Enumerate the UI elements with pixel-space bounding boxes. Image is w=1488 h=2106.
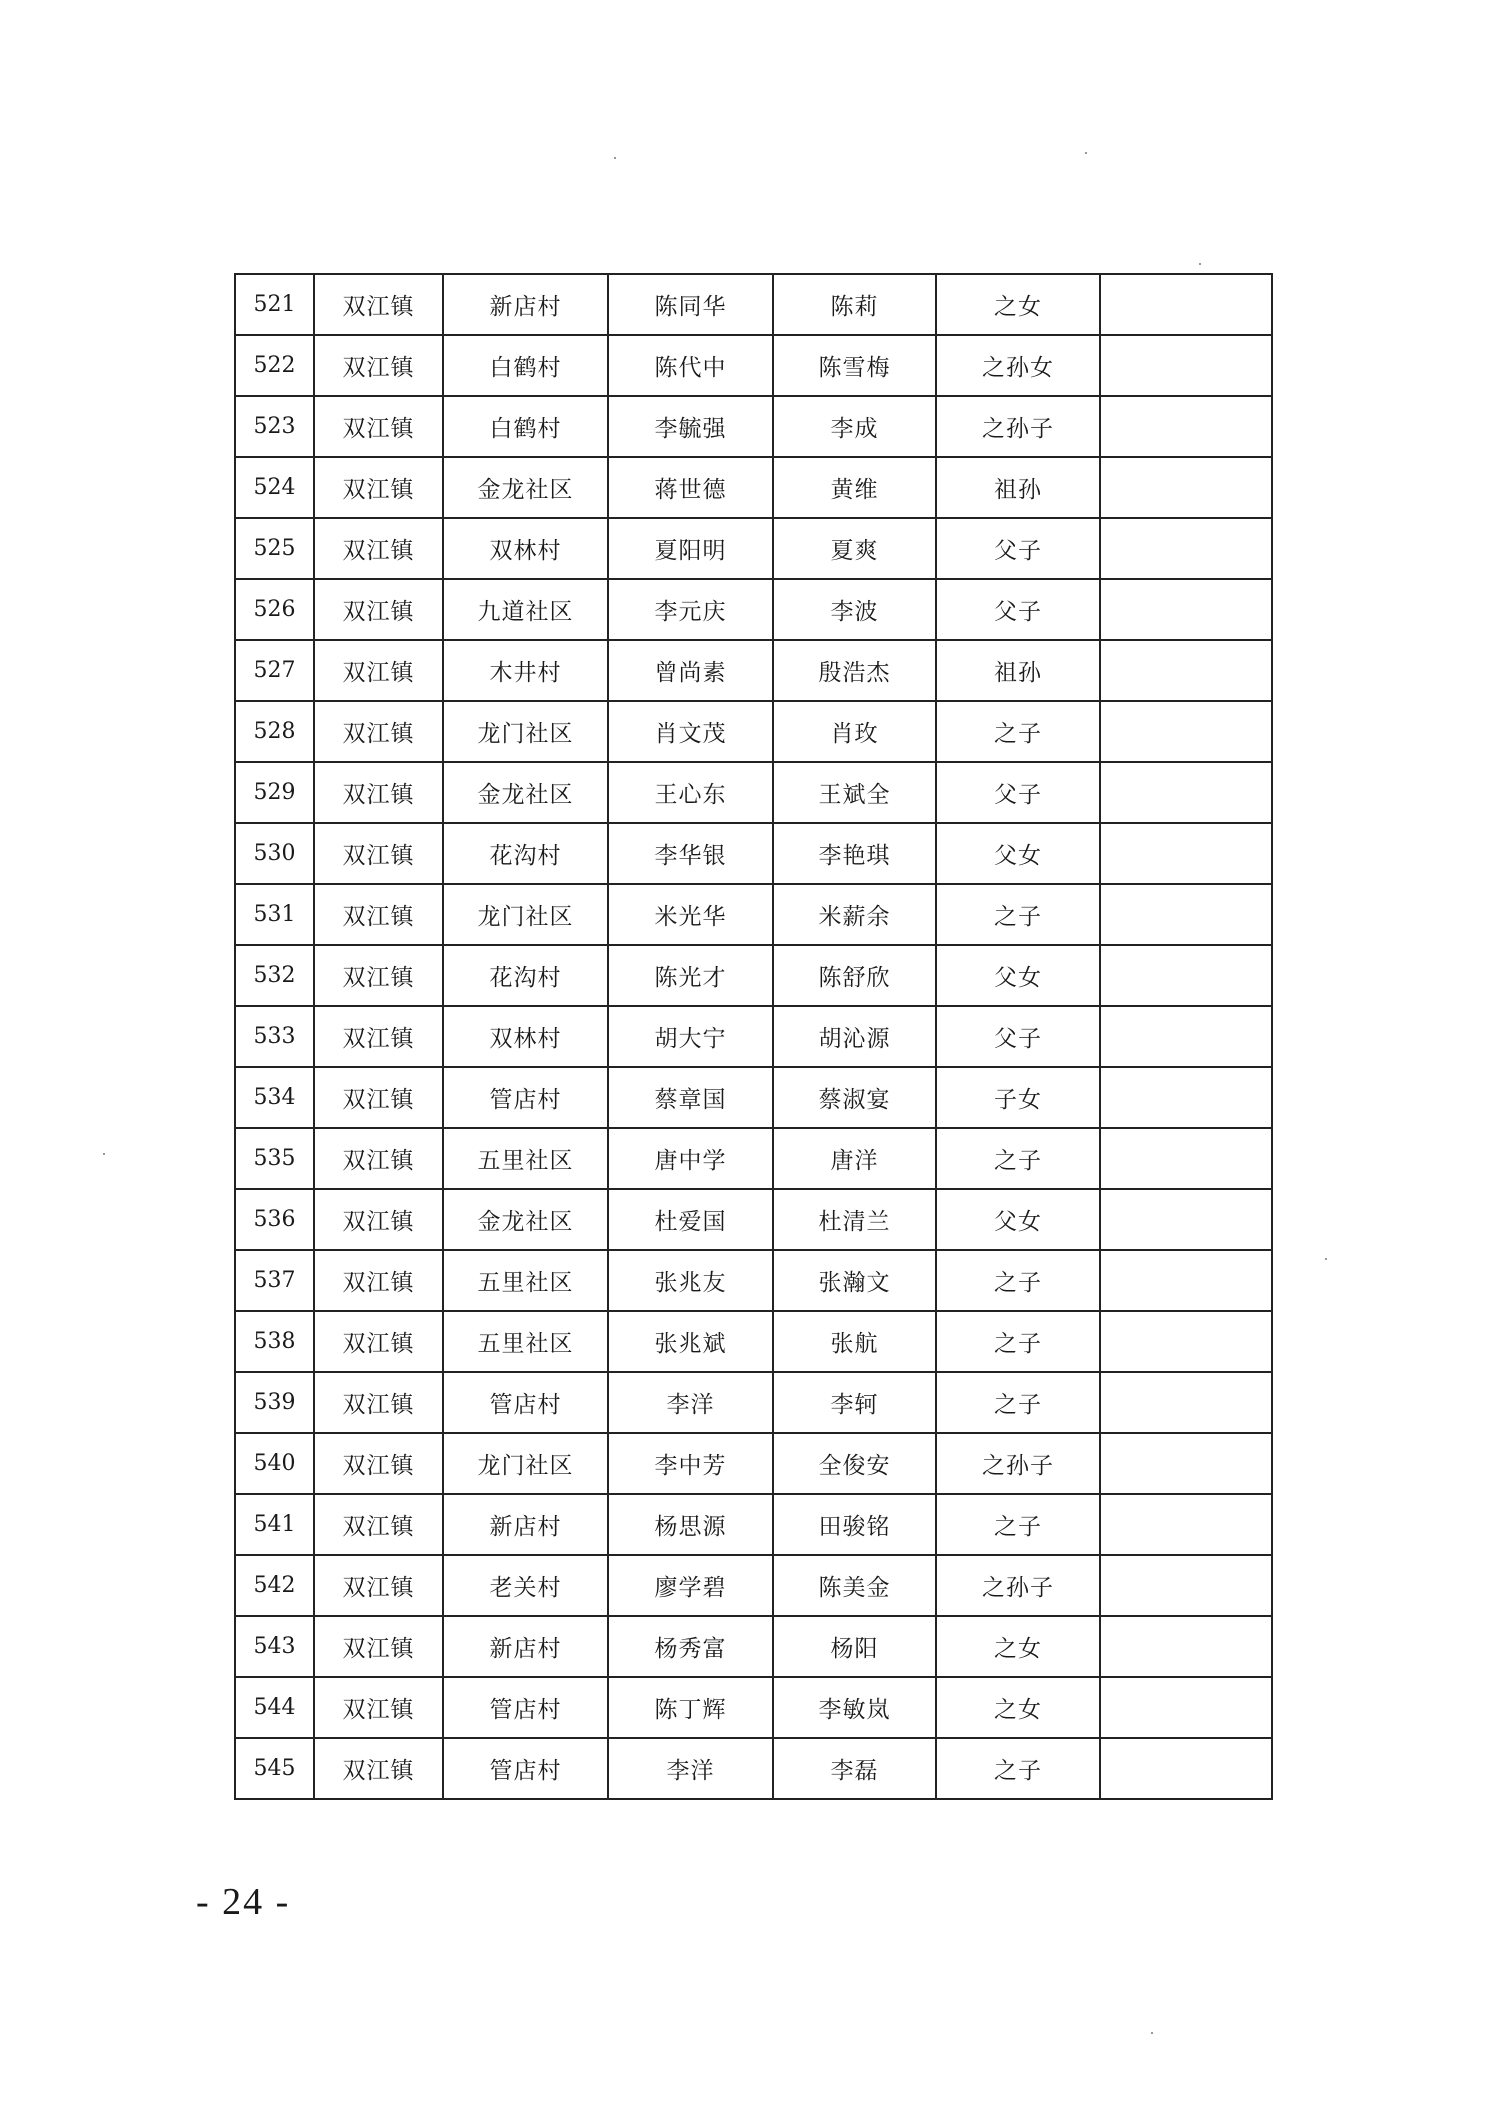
cell-person: 陈光才 <box>608 945 773 1006</box>
cell-village: 双林村 <box>443 518 608 579</box>
cell-town: 双江镇 <box>314 579 443 640</box>
cell-town: 双江镇 <box>314 1006 443 1067</box>
cell-town: 双江镇 <box>314 823 443 884</box>
cell-person: 杨秀富 <box>608 1616 773 1677</box>
table-row <box>235 335 1272 396</box>
cell-village: 五里社区 <box>443 1128 608 1189</box>
cell-village: 白鹤村 <box>443 335 608 396</box>
cell-relative: 王斌全 <box>773 762 936 823</box>
cell-relation: 之孙子 <box>936 1433 1100 1494</box>
roster-table <box>234 273 1273 1800</box>
cell-note <box>1100 884 1272 945</box>
cell-relation: 之孙子 <box>936 1555 1100 1616</box>
cell-relative: 全俊安 <box>773 1433 936 1494</box>
cell-note <box>1100 1006 1272 1067</box>
cell-person: 廖学碧 <box>608 1555 773 1616</box>
cell-village: 九道社区 <box>443 579 608 640</box>
cell-relative: 李轲 <box>773 1372 936 1433</box>
cell-town: 双江镇 <box>314 457 443 518</box>
cell-note <box>1100 762 1272 823</box>
cell-relative: 陈雪梅 <box>773 335 936 396</box>
table-row <box>235 884 1272 945</box>
cell-relation: 之子 <box>936 1311 1100 1372</box>
cell-relation: 之子 <box>936 1128 1100 1189</box>
cell-relation: 父子 <box>936 1006 1100 1067</box>
cell-relative: 李波 <box>773 579 936 640</box>
table-row <box>235 1738 1272 1799</box>
cell-relation: 父子 <box>936 762 1100 823</box>
cell-note <box>1100 457 1272 518</box>
table-row <box>235 396 1272 457</box>
cell-relative: 李敏岚 <box>773 1677 936 1738</box>
cell-number: 542 <box>235 1555 314 1616</box>
cell-person: 李洋 <box>608 1372 773 1433</box>
cell-village: 花沟村 <box>443 823 608 884</box>
table-row <box>235 518 1272 579</box>
cell-person: 杨思源 <box>608 1494 773 1555</box>
cell-village: 龙门社区 <box>443 884 608 945</box>
cell-town: 双江镇 <box>314 1189 443 1250</box>
cell-town: 双江镇 <box>314 518 443 579</box>
cell-note <box>1100 1250 1272 1311</box>
table-row <box>235 762 1272 823</box>
table-row <box>235 823 1272 884</box>
table-row <box>235 1067 1272 1128</box>
cell-person: 李毓强 <box>608 396 773 457</box>
cell-village: 管店村 <box>443 1067 608 1128</box>
cell-note <box>1100 1677 1272 1738</box>
cell-village: 龙门社区 <box>443 1433 608 1494</box>
scan-speck <box>1199 263 1201 265</box>
cell-person: 夏阳明 <box>608 518 773 579</box>
cell-note <box>1100 1433 1272 1494</box>
cell-village: 管店村 <box>443 1372 608 1433</box>
cell-relation: 之孙子 <box>936 396 1100 457</box>
cell-town: 双江镇 <box>314 1738 443 1799</box>
cell-number: 543 <box>235 1616 314 1677</box>
cell-village: 管店村 <box>443 1738 608 1799</box>
cell-relative: 陈舒欣 <box>773 945 936 1006</box>
table-row <box>235 1433 1272 1494</box>
table-row <box>235 1616 1272 1677</box>
cell-person: 胡大宁 <box>608 1006 773 1067</box>
cell-relative: 黄维 <box>773 457 936 518</box>
table-row <box>235 579 1272 640</box>
cell-person: 米光华 <box>608 884 773 945</box>
cell-note <box>1100 823 1272 884</box>
cell-town: 双江镇 <box>314 1677 443 1738</box>
table-row <box>235 945 1272 1006</box>
cell-village: 新店村 <box>443 1494 608 1555</box>
cell-person: 李洋 <box>608 1738 773 1799</box>
cell-note <box>1100 1189 1272 1250</box>
cell-number: 534 <box>235 1067 314 1128</box>
cell-note <box>1100 1067 1272 1128</box>
cell-relation: 之女 <box>936 274 1100 335</box>
cell-relative: 唐洋 <box>773 1128 936 1189</box>
cell-town: 双江镇 <box>314 945 443 1006</box>
cell-number: 526 <box>235 579 314 640</box>
cell-relative: 米薪余 <box>773 884 936 945</box>
cell-relation: 之女 <box>936 1616 1100 1677</box>
cell-town: 双江镇 <box>314 1067 443 1128</box>
table-row <box>235 1372 1272 1433</box>
cell-relative: 杨阳 <box>773 1616 936 1677</box>
cell-person: 张兆斌 <box>608 1311 773 1372</box>
cell-number: 523 <box>235 396 314 457</box>
cell-relation: 父女 <box>936 823 1100 884</box>
cell-town: 双江镇 <box>314 1311 443 1372</box>
cell-number: 532 <box>235 945 314 1006</box>
cell-number: 521 <box>235 274 314 335</box>
cell-note <box>1100 274 1272 335</box>
cell-town: 双江镇 <box>314 1372 443 1433</box>
table-row <box>235 640 1272 701</box>
cell-note <box>1100 335 1272 396</box>
cell-number: 541 <box>235 1494 314 1555</box>
cell-village: 双林村 <box>443 1006 608 1067</box>
cell-relation: 父女 <box>936 1189 1100 1250</box>
table-row <box>235 1128 1272 1189</box>
cell-relative: 张瀚文 <box>773 1250 936 1311</box>
cell-note <box>1100 701 1272 762</box>
cell-number: 527 <box>235 640 314 701</box>
cell-village: 五里社区 <box>443 1311 608 1372</box>
cell-number: 524 <box>235 457 314 518</box>
cell-village: 新店村 <box>443 274 608 335</box>
table-row <box>235 1555 1272 1616</box>
cell-relation: 父子 <box>936 579 1100 640</box>
cell-relation: 之子 <box>936 1738 1100 1799</box>
cell-person: 陈代中 <box>608 335 773 396</box>
cell-note <box>1100 945 1272 1006</box>
cell-note <box>1100 1494 1272 1555</box>
cell-relative: 李艳琪 <box>773 823 936 884</box>
cell-number: 544 <box>235 1677 314 1738</box>
cell-number: 522 <box>235 335 314 396</box>
cell-relation: 父女 <box>936 945 1100 1006</box>
table-row <box>235 1189 1272 1250</box>
cell-note <box>1100 579 1272 640</box>
cell-village: 金龙社区 <box>443 762 608 823</box>
cell-town: 双江镇 <box>314 274 443 335</box>
cell-relation: 父子 <box>936 518 1100 579</box>
cell-village: 金龙社区 <box>443 457 608 518</box>
cell-relative: 夏爽 <box>773 518 936 579</box>
cell-town: 双江镇 <box>314 762 443 823</box>
cell-note <box>1100 1616 1272 1677</box>
cell-village: 白鹤村 <box>443 396 608 457</box>
cell-number: 535 <box>235 1128 314 1189</box>
cell-relative: 张航 <box>773 1311 936 1372</box>
cell-note <box>1100 518 1272 579</box>
cell-person: 肖文茂 <box>608 701 773 762</box>
cell-person: 蒋世德 <box>608 457 773 518</box>
table-row <box>235 701 1272 762</box>
cell-relation: 祖孙 <box>936 640 1100 701</box>
cell-relative: 陈莉 <box>773 274 936 335</box>
cell-person: 蔡章国 <box>608 1067 773 1128</box>
cell-town: 双江镇 <box>314 640 443 701</box>
cell-town: 双江镇 <box>314 396 443 457</box>
cell-relation: 之子 <box>936 701 1100 762</box>
table-row <box>235 457 1272 518</box>
cell-relation: 之子 <box>936 884 1100 945</box>
cell-relative: 田骏铭 <box>773 1494 936 1555</box>
cell-person: 曾尚素 <box>608 640 773 701</box>
cell-village: 五里社区 <box>443 1250 608 1311</box>
cell-note <box>1100 640 1272 701</box>
cell-town: 双江镇 <box>314 884 443 945</box>
table-row <box>235 274 1272 335</box>
cell-note <box>1100 1372 1272 1433</box>
page-number: - 24 - <box>196 1881 291 1923</box>
roster-table-body <box>235 274 1272 1799</box>
cell-number: 528 <box>235 701 314 762</box>
cell-relative: 杜清兰 <box>773 1189 936 1250</box>
cell-town: 双江镇 <box>314 1128 443 1189</box>
cell-town: 双江镇 <box>314 335 443 396</box>
cell-relative: 李成 <box>773 396 936 457</box>
cell-number: 531 <box>235 884 314 945</box>
cell-note <box>1100 396 1272 457</box>
cell-relative: 肖玫 <box>773 701 936 762</box>
table-row <box>235 1006 1272 1067</box>
cell-note <box>1100 1128 1272 1189</box>
cell-village: 管店村 <box>443 1677 608 1738</box>
cell-relation: 之孙女 <box>936 335 1100 396</box>
cell-relation: 之女 <box>936 1677 1100 1738</box>
cell-person: 唐中学 <box>608 1128 773 1189</box>
cell-person: 杜爱国 <box>608 1189 773 1250</box>
cell-number: 539 <box>235 1372 314 1433</box>
table-row <box>235 1677 1272 1738</box>
cell-village: 花沟村 <box>443 945 608 1006</box>
table-row <box>235 1494 1272 1555</box>
cell-relative: 胡沁源 <box>773 1006 936 1067</box>
cell-relation: 子女 <box>936 1067 1100 1128</box>
cell-relative: 蔡淑宴 <box>773 1067 936 1128</box>
cell-relation: 之子 <box>936 1494 1100 1555</box>
cell-note <box>1100 1311 1272 1372</box>
cell-number: 536 <box>235 1189 314 1250</box>
cell-note <box>1100 1738 1272 1799</box>
cell-person: 王心东 <box>608 762 773 823</box>
cell-village: 新店村 <box>443 1616 608 1677</box>
cell-number: 537 <box>235 1250 314 1311</box>
cell-number: 538 <box>235 1311 314 1372</box>
cell-relative: 殷浩杰 <box>773 640 936 701</box>
cell-relation: 之子 <box>936 1250 1100 1311</box>
cell-number: 545 <box>235 1738 314 1799</box>
cell-town: 双江镇 <box>314 1616 443 1677</box>
cell-note <box>1100 1555 1272 1616</box>
cell-person: 李元庆 <box>608 579 773 640</box>
cell-town: 双江镇 <box>314 701 443 762</box>
cell-village: 老关村 <box>443 1555 608 1616</box>
scan-speck <box>103 1153 105 1155</box>
cell-town: 双江镇 <box>314 1250 443 1311</box>
table-row <box>235 1250 1272 1311</box>
scan-speck <box>1151 2032 1153 2034</box>
cell-town: 双江镇 <box>314 1494 443 1555</box>
cell-person: 陈同华 <box>608 274 773 335</box>
cell-number: 530 <box>235 823 314 884</box>
cell-relative: 陈美金 <box>773 1555 936 1616</box>
cell-town: 双江镇 <box>314 1555 443 1616</box>
cell-village: 木井村 <box>443 640 608 701</box>
cell-village: 金龙社区 <box>443 1189 608 1250</box>
cell-town: 双江镇 <box>314 1433 443 1494</box>
cell-person: 李中芳 <box>608 1433 773 1494</box>
cell-person: 李华银 <box>608 823 773 884</box>
cell-person: 陈丁辉 <box>608 1677 773 1738</box>
cell-number: 529 <box>235 762 314 823</box>
scan-speck <box>1325 1258 1327 1260</box>
cell-number: 540 <box>235 1433 314 1494</box>
cell-number: 533 <box>235 1006 314 1067</box>
cell-village: 龙门社区 <box>443 701 608 762</box>
cell-person: 张兆友 <box>608 1250 773 1311</box>
cell-relation: 之子 <box>936 1372 1100 1433</box>
cell-relation: 祖孙 <box>936 457 1100 518</box>
scan-speck <box>614 157 616 159</box>
cell-number: 525 <box>235 518 314 579</box>
scan-speck <box>1085 152 1087 154</box>
cell-relative: 李磊 <box>773 1738 936 1799</box>
table-row <box>235 1311 1272 1372</box>
